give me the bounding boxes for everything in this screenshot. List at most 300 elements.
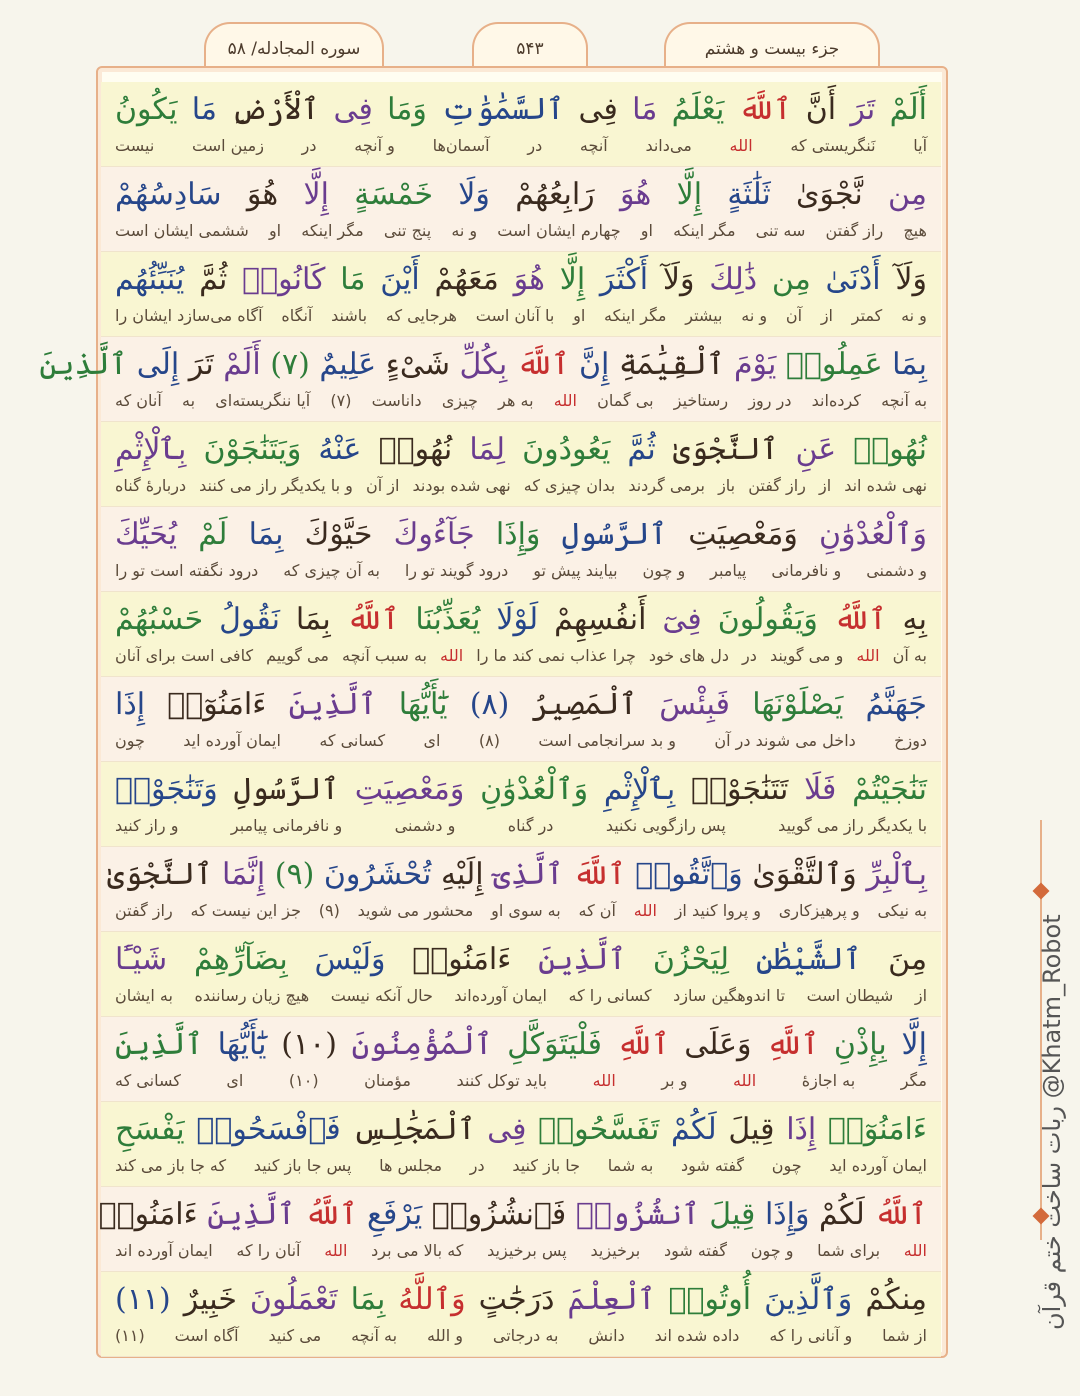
arabic-word: مِن: [771, 262, 811, 297]
ayah-number: (٧): [330, 391, 352, 410]
arabic-word: عَنِ: [795, 432, 837, 467]
translation-word: و پروا کنید از: [674, 901, 761, 920]
arabic-word: يَكُونُ: [115, 92, 178, 127]
arabic-word: حَسْبُهُمْ: [115, 602, 204, 637]
translation-word: داخل می شوند در آن: [714, 731, 856, 750]
translation-word: آن: [785, 306, 803, 325]
arabic-word: يَعُودُونَ: [522, 432, 611, 467]
arabic-word: وَٱللَّهُ: [398, 1282, 466, 1317]
arabic-line: [115, 938, 927, 982]
arabic-word: فِىٓ: [662, 602, 702, 637]
arabic-word: مِنَ: [888, 942, 928, 977]
translation-word: در روز: [748, 391, 792, 410]
translation-line: [115, 217, 927, 245]
arabic-line: [115, 88, 927, 132]
verse-rows: [39, 82, 941, 1357]
translation-word: کمتر: [851, 306, 883, 325]
ayah-number: (٩): [274, 857, 315, 892]
translation-word: ششمی ایشان است: [115, 221, 249, 240]
arabic-word: لَمْ: [198, 517, 228, 552]
arabic-word: يَٰٓأَيُّهَا: [398, 687, 448, 722]
arabic-word: ٱلنَّجْوَىٰ: [107, 857, 213, 892]
arabic-word: ٱللَّهَ: [572, 857, 626, 892]
arabic-word: لِيَحْزُنَ: [652, 942, 730, 977]
translation-word: حال آنکه نیست: [330, 986, 433, 1005]
arabic-word: ٱلْمَصِيرُ: [531, 687, 638, 722]
arabic-word: بِٱلْإِثْمِ: [603, 772, 676, 807]
arabic-word: ءَامَنُوٓا۟: [827, 1112, 927, 1147]
translation-word: چون: [771, 1156, 802, 1175]
arabic-word: تَعْمَلُونَ: [249, 1282, 338, 1317]
arabic-word: بِمَا: [350, 1282, 386, 1317]
arabic-word: تَرَ: [850, 92, 876, 127]
translation-word: باز: [718, 476, 736, 495]
arabic-word: مَا: [191, 92, 217, 127]
arabic-word: يُنَبِّئُهُم: [115, 262, 185, 297]
translation-word: درود نگفته است تو را: [115, 561, 259, 580]
translation-word: او: [268, 221, 282, 240]
verse-row: [101, 1102, 941, 1187]
translation-word: و نافرمانی: [771, 561, 842, 580]
translation-word: داناست: [371, 391, 422, 410]
arabic-word: مَعَهُمْ: [434, 262, 499, 297]
arabic-word: عَمِلُوا۟: [785, 347, 883, 382]
arabic-word: قِيلَ: [728, 1112, 775, 1147]
arabic-word: ٱلَّذِينَ: [39, 347, 128, 382]
arabic-word: مِنكُمْ: [865, 1282, 927, 1317]
arabic-word: تَنَٰجَيْتُمْ: [852, 772, 927, 807]
translation-word: و دشمنی: [394, 816, 456, 835]
arabic-word: كَانُوا۟: [242, 262, 326, 297]
translation-word: آنچه: [579, 136, 608, 155]
arabic-word: ٱلْقِيَٰمَةِ: [618, 347, 725, 382]
translation-word: به شما: [607, 1156, 654, 1175]
arabic-word: إِذَا: [115, 687, 146, 722]
arabic-word: وَلَآ: [895, 262, 927, 297]
verse-row: [98, 1187, 941, 1272]
verse-row: [101, 932, 941, 1017]
ayah-number: (١١): [115, 1282, 171, 1317]
translation-word: کافی است برای آنان: [115, 646, 254, 665]
translation-word: ایمان آورده اید: [183, 731, 281, 750]
translation-word: مگر اینکه: [301, 221, 364, 240]
verse-row: [101, 507, 941, 592]
translation-word: زمین است: [191, 136, 264, 155]
translation-word: پس برخیزید: [487, 1241, 567, 1260]
side-ornament-top: [1033, 883, 1050, 900]
translation-word: نهی شده اند: [844, 476, 928, 495]
arabic-word: بِٱلْبِرِّ: [866, 857, 927, 892]
translation-line: [115, 132, 927, 160]
arabic-word: فَلَا: [804, 772, 837, 807]
verse-row: [101, 1017, 941, 1102]
arabic-word: ٱلرَّسُولِ: [561, 517, 668, 552]
arabic-word: إِلَّا: [901, 1027, 927, 1062]
translation-word: آسمان‌ها: [432, 136, 490, 155]
translation-word: بدان چیزی که: [523, 476, 616, 495]
translation-word: الله: [903, 1241, 927, 1260]
translation-word: الله: [732, 1071, 757, 1090]
translation-word: ای: [423, 731, 441, 750]
arabic-word: وَلَا: [458, 177, 490, 212]
translation-word: از آن: [365, 476, 400, 495]
juz-label: جزء بیست و هشتم: [664, 22, 880, 74]
translation-word: و نه: [901, 306, 927, 325]
translation-word: الله: [633, 901, 657, 920]
arabic-word: يَفْسَحِ: [115, 1112, 185, 1147]
translation-word: از: [914, 986, 928, 1005]
arabic-word: ٱلَّذِىٓ: [493, 857, 564, 892]
ayah-number: (١٠): [288, 1071, 319, 1090]
arabic-word: يَصْلَوْنَهَا: [752, 687, 844, 722]
translation-word: چهارم ایشان است: [497, 221, 621, 240]
translation-word: هیچ زیان رساننده: [194, 986, 310, 1005]
arabic-word: إِلَيْهِ: [440, 857, 484, 892]
ayah-number: (٨): [478, 731, 500, 750]
translation-line: [115, 557, 927, 585]
arabic-line: [115, 768, 927, 812]
arabic-word: جَآءُوكَ: [393, 517, 475, 552]
arabic-word: أَدْنَىٰ: [825, 262, 881, 297]
translation-word: در: [742, 646, 757, 665]
translation-word: مؤمنان: [364, 1071, 411, 1090]
arabic-word: لِمَا: [469, 432, 505, 467]
translation-word: جا باز کنید: [512, 1156, 580, 1175]
arabic-word: وَتَنَٰجَوْا۟: [115, 772, 218, 807]
arabic-word: نَقُولُ: [219, 602, 280, 637]
translation-word: پس جا باز کنید: [253, 1156, 352, 1175]
translation-word: چیزی: [441, 391, 478, 410]
arabic-word: ذَٰلِكَ: [709, 262, 758, 297]
translation-word: به آنچه: [881, 391, 928, 410]
translation-word: الله: [440, 646, 464, 665]
translation-word: در گناه: [507, 816, 554, 835]
arabic-word: فِى: [333, 92, 373, 127]
arabic-word: ءَامَنُوا۟: [412, 942, 512, 977]
translation-word: تا اندوهگین سازد: [673, 986, 786, 1005]
translation-word: پیامبر: [710, 561, 747, 580]
translation-word: آیا: [913, 136, 928, 155]
arabic-word: ٱلَّذِينَ: [207, 1197, 296, 1232]
ayah-number: (١٠): [281, 1027, 337, 1062]
arabic-word: لَكُمْ: [671, 1112, 717, 1147]
arabic-word: هُوَ: [619, 177, 652, 212]
translation-word: و چون: [642, 561, 686, 580]
translation-line: [115, 1152, 927, 1180]
translation-word: و نافرمانی پیامبر: [230, 816, 343, 835]
arabic-word: خَبِيرٌ: [183, 1282, 237, 1317]
translation-word: از: [820, 306, 833, 325]
arabic-word: وَإِذَا: [495, 517, 541, 552]
verse-row: [101, 252, 941, 337]
translation-word: الله: [324, 1241, 348, 1260]
arabic-word: وَٱلتَّقْوَىٰ: [752, 857, 857, 892]
translation-word: به آن: [892, 646, 927, 665]
translation-word: در: [301, 136, 317, 155]
arabic-word: نُهُوا۟: [853, 432, 927, 467]
arabic-word: فَلْيَتَوَكَّلِ: [507, 1027, 602, 1062]
arabic-word: ٱللَّهُ: [346, 602, 400, 637]
translation-word: با یکدیگر راز می گویید: [778, 816, 928, 835]
arabic-word: بِإِذْنِ: [833, 1027, 887, 1062]
arabic-word: وَٱلْعُدْوَٰنِ: [480, 772, 589, 807]
translation-word: ای: [226, 1071, 244, 1090]
arabic-word: ٱلشَّيْطَٰنِ: [755, 942, 862, 977]
arabic-line: [115, 428, 927, 472]
translation-word: دل های خود: [648, 646, 729, 665]
arabic-word: تَفَسَّحُوا۟: [538, 1112, 660, 1147]
arabic-word: ٱلَّذِينَ: [288, 687, 377, 722]
translation-word: به اجازهٔ: [801, 1071, 856, 1090]
arabic-word: يَٰٓأَيُّهَا: [217, 1027, 267, 1062]
translation-word: و با یکدیگر راز می کنند: [199, 476, 353, 495]
translation-word: مگر: [900, 1071, 927, 1090]
translation-word: که بالا می برد: [371, 1241, 464, 1260]
arabic-word: مَا: [632, 92, 658, 127]
arabic-word: ٱلسَّمَٰوَٰتِ: [441, 92, 565, 127]
translation-word: پنج تنی: [383, 221, 432, 240]
verse-row: [101, 422, 941, 507]
arabic-word: أَنفُسِهِمْ: [554, 602, 647, 637]
arabic-word: ٱللَّهِ: [766, 1027, 820, 1062]
translation-word: و بر: [661, 1071, 688, 1090]
arabic-word: أَلَمْ: [889, 92, 928, 127]
arabic-word: وَيَقُولُونَ: [717, 602, 818, 637]
translation-word: و آنچه: [354, 136, 395, 155]
surah-label: سوره المجادله/ ۵۸: [204, 22, 384, 74]
arabic-word: يُعَذِّبُنَا: [415, 602, 481, 637]
translation-line: [115, 727, 927, 755]
verse-row: [101, 82, 941, 167]
watermark-label: ربات ساخت ختم قرآن @Khatm_Robot: [1038, 914, 1066, 1330]
arabic-word: تُحْشَرُونَ: [323, 857, 432, 892]
arabic-word: بِضَآرِّهِمْ: [193, 942, 288, 977]
arabic-word: فَٱفْسَحُوا۟: [196, 1112, 341, 1147]
arabic-line: [107, 853, 927, 897]
arabic-word: إِذَا: [786, 1112, 817, 1147]
translation-word: می گوییم: [266, 646, 329, 665]
arabic-line: [115, 598, 927, 642]
arabic-word: يَعْلَمُ: [671, 92, 725, 127]
translation-line: [115, 387, 927, 415]
translation-word: کرده‌اند: [811, 391, 861, 410]
translation-word: آنگاه: [281, 306, 313, 325]
translation-word: می‌داند: [645, 136, 692, 155]
arabic-word: بِمَا: [248, 517, 284, 552]
arabic-word: وَمَعْصِيَتِ: [354, 772, 465, 807]
translation-line: [115, 472, 927, 500]
arabic-word: مِن: [888, 177, 927, 212]
translation-word: رستاخیز: [673, 391, 729, 410]
arabic-word: وَٱلْعُدْوَٰنِ: [819, 517, 927, 552]
arabic-word: فِى: [487, 1112, 527, 1147]
arabic-word: ثُمَّ: [199, 262, 228, 297]
arabic-word: وَٱتَّقُوا۟: [635, 857, 743, 892]
translation-word: به درجاتی: [492, 1326, 559, 1345]
translation-word: کسانی را که: [568, 986, 652, 1005]
arabic-word: بِمَا: [892, 347, 927, 382]
translation-word: برمی گردند: [628, 476, 706, 495]
translation-word: به نیکی: [877, 901, 928, 920]
translation-word: و نه: [741, 306, 768, 325]
arabic-word: ثَلَٰثَةٍ: [727, 177, 771, 212]
verse-row: [39, 337, 941, 422]
arabic-word: حَيَّوْكَ: [304, 517, 373, 552]
arabic-word: شَيْـًٔا: [115, 942, 168, 977]
arabic-word: ٱللَّهَ: [516, 347, 570, 382]
translation-word: پس رازگویی نکنید: [605, 816, 726, 835]
arabic-word: ٱللَّهِ: [616, 1027, 670, 1062]
arabic-word: خَمْسَةٍ: [354, 177, 433, 212]
translation-word: و آنانی را که: [769, 1326, 853, 1345]
arabic-word: بِمَا: [295, 602, 331, 637]
arabic-word: يَرْفَعِ: [367, 1197, 423, 1232]
arabic-word: فِى: [578, 92, 618, 127]
arabic-word: يَوْمَ: [733, 347, 777, 382]
arabic-word: أُوتُوا۟: [668, 1282, 752, 1317]
ayah-number: (٨): [469, 687, 510, 722]
arabic-line: [115, 1023, 927, 1067]
translation-word: به آن چیزی که: [283, 561, 380, 580]
translation-word: راز گفتن: [748, 476, 806, 495]
arabic-word: بِهِ: [902, 602, 927, 637]
translation-word: آگاه است: [174, 1326, 239, 1345]
translation-word: الله: [729, 136, 753, 155]
verse-row: [101, 167, 941, 252]
translation-word: او: [640, 221, 653, 240]
arabic-word: ثُمَّ: [627, 432, 656, 467]
arabic-word: ٱللَّهَ: [738, 92, 792, 127]
arabic-word: وَمَا: [387, 92, 427, 127]
arabic-word: عَلِيمٌ: [319, 347, 377, 382]
translation-word: مجلس ها: [379, 1156, 443, 1175]
arabic-line: [115, 683, 927, 727]
translation-word: و بد سرانجامی است: [538, 731, 676, 750]
translation-word: و چون: [750, 1241, 794, 1260]
translation-word: باشند: [331, 306, 368, 325]
arabic-word: ٱنشُزُوا۟: [575, 1197, 700, 1232]
translation-word: چرا عذاب نمی کند ما را: [476, 646, 636, 665]
arabic-line: [115, 1108, 927, 1152]
ayah-number: (٧): [270, 347, 310, 382]
translation-word: داده شده اند: [654, 1326, 740, 1345]
arabic-word: بِٱلْإِثْمِ: [115, 432, 187, 467]
translation-word: الله: [553, 391, 577, 410]
translation-word: گفته شود: [681, 1156, 745, 1175]
arabic-word: عَنْهُ: [318, 432, 362, 467]
arabic-word: تَتَنَٰجَوْا۟: [691, 772, 789, 807]
arabic-word: إِلَّا: [676, 177, 703, 212]
arabic-word: إِنَّ: [579, 347, 610, 382]
page-number: ۵۴۳: [472, 22, 588, 74]
translation-word: راز گفتن: [825, 221, 884, 240]
translation-word: به هر: [498, 391, 534, 410]
translation-word: آیا ننگریسته‌ای: [215, 391, 311, 410]
translation-word: بی گمان: [597, 391, 654, 410]
arabic-word: لَوْلَا: [496, 602, 539, 637]
translation-word: شیطان است: [806, 986, 894, 1005]
arabic-word: ٱلنَّجْوَىٰ: [672, 432, 779, 467]
verse-row: [101, 847, 941, 932]
translation-word: کسانی که: [115, 1071, 181, 1090]
translation-word: سه تنی: [755, 221, 806, 240]
arabic-word: ءَامَنُوٓا۟: [167, 687, 267, 722]
arabic-word: إِلَّا: [559, 262, 586, 297]
translation-line: [115, 897, 927, 925]
arabic-word: جَهَنَّمُ: [865, 687, 927, 722]
translation-word: از شما: [882, 1326, 927, 1345]
translation-word: در: [469, 1156, 485, 1175]
arabic-word: إِلَى: [136, 347, 180, 382]
arabic-word: وَعَلَى: [684, 1027, 752, 1062]
translation-line: [115, 642, 927, 670]
translation-word: بیشتر: [685, 306, 723, 325]
translation-word: و دشمنی: [866, 561, 927, 580]
verse-row: [101, 1272, 941, 1357]
arabic-word: أَلَمْ: [223, 347, 261, 382]
arabic-word: ٱلرَّسُولِ: [233, 772, 340, 807]
translation-word: او: [573, 306, 586, 325]
translation-word: در: [527, 136, 543, 155]
arabic-word: شَىْءٍ: [385, 347, 450, 382]
arabic-word: ٱللَّهُ: [874, 1197, 927, 1232]
arabic-word: دَرَجَٰتٍ: [478, 1282, 555, 1317]
translation-word: از: [818, 476, 832, 495]
translation-word: مگر اینکه: [604, 306, 667, 325]
translation-word: باید توکل کنند: [456, 1071, 548, 1090]
arabic-word: بِكُلِّ: [459, 347, 508, 382]
translation-word: آن که: [578, 901, 616, 920]
arabic-word: وَيَتَنَٰجَوْنَ: [203, 432, 302, 467]
arabic-line: [39, 343, 927, 387]
translation-word: کسانی که: [319, 731, 386, 750]
arabic-word: وَمَعْصِيَتِ: [688, 517, 798, 552]
translation-word: دربارهٔ گناه: [115, 476, 187, 495]
translation-word: به ایشان: [115, 986, 173, 1005]
arabic-word: رَابِعُهُمْ: [515, 177, 595, 212]
arabic-word: لَكُمْ: [819, 1197, 865, 1232]
translation-word: نَنگریستی که: [790, 136, 876, 155]
arabic-line: [115, 258, 927, 302]
translation-word: دوزخ: [894, 731, 928, 750]
translation-word: و می گویند: [769, 646, 844, 665]
translation-word: چون: [115, 731, 145, 750]
arabic-word: ٱلَّذِينَ: [115, 1027, 203, 1062]
translation-word: هیچ: [903, 221, 927, 240]
arabic-word: ٱللَّهُ: [833, 602, 887, 637]
translation-word: به آنچه: [351, 1326, 398, 1345]
arabic-word: سَادِسُهُمْ: [115, 177, 222, 212]
arabic-word: أَيْنَ: [380, 262, 420, 297]
arabic-word: أَكْثَرَ: [599, 262, 649, 297]
translation-word: درود گویند تو را: [404, 561, 509, 580]
translation-word: آنان که: [115, 391, 162, 410]
ayah-number: (١١): [115, 1326, 145, 1345]
translation-word: برای شما: [817, 1241, 881, 1260]
translation-word: مگر اینکه: [673, 221, 736, 240]
translation-word: که جا باز می کند: [115, 1156, 227, 1175]
arabic-word: هُوَ: [513, 262, 545, 297]
arabic-word: فَٱنشُزُوا۟: [431, 1197, 567, 1232]
translation-word: الله: [856, 646, 880, 665]
translation-line: [115, 982, 927, 1010]
arabic-word: إِنَّمَا: [222, 857, 266, 892]
translation-word: ایمان آورده اند: [115, 1241, 213, 1260]
translation-word: با آنان است: [475, 306, 555, 325]
translation-word: دانش: [588, 1326, 625, 1345]
arabic-word: قِيلَ: [709, 1197, 756, 1232]
arabic-line: [115, 513, 927, 557]
